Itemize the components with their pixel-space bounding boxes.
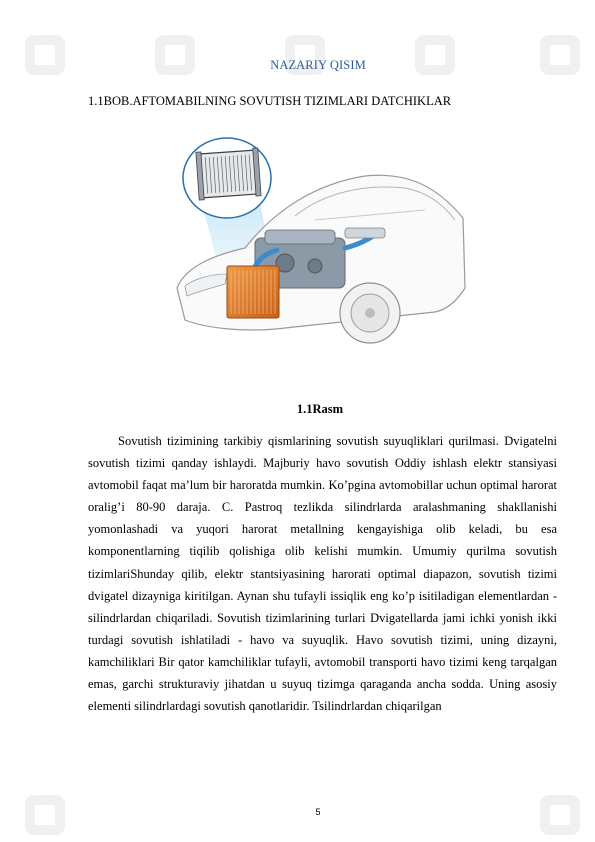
chapter-title: 1.1BOB.AFTOMABILNING SOVUTISH TIZIMLARI DATCHIKLAR [88, 94, 452, 108]
body-paragraph: Sovutish tizimining tarkibiy qismlarining sovutish suyuqliklari qurilmasi. Dvigatelni sovutish tizimi qanday ishlaydi. Majburiy havo sovutish Oddiy ishlash elektr stansiyasi avtomobil faqat ma’lum bir haroratda mumkin. Ko’pgina avtomobillar uchun optimal harorat oralig’i 80-90 daraja. C. Pastroq tezlikda silindrlarda aralashmaning shakllanishi yomonlashadi va yuqori harorat metallning kengayishiga olib keladi, bu esa komponentlarning tiqilib qolishiga olib kelishi mumkin. Umumiy qurilma sovutish tizimlariShunday qilib, elektr stantsiyasining harorati optimal diapazon, sovutish tizimi dvigatel dizayniga kiritilgan. Aynan shu tufayli issiqlik eng ko’p isitiladigan elementlardan - silindrlardan chiqariladi. Sovutish tizimlarining turlari Dvigatellarda jami ichki yonish ikki turdagi sovutish ishlatiladi - havo va suyuqlik. Havo sovutish tizimi, uning dizayni, kamchiliklari Bir qator kamchiliklar tufayli, avtomobil transporti havo tizimi keng tarqalgan emas, garchi strukturaviy jihatdan u suyuq tizimga qaraganda ancha sodda. Uning asosiy elementi silindrlardagi sovutish qanotlaridir. Tsilindrlardan chiqarilgan [88, 434, 557, 714]
car-cooling-system-illustration-icon [165, 128, 470, 356]
body-text [88, 430, 557, 717]
car-cooling-figure [165, 128, 470, 356]
section-title: NAZARIY QISIM [270, 58, 366, 72]
page-number: 5 [315, 807, 321, 817]
figure-caption: 1.1Rasm [296, 402, 344, 416]
